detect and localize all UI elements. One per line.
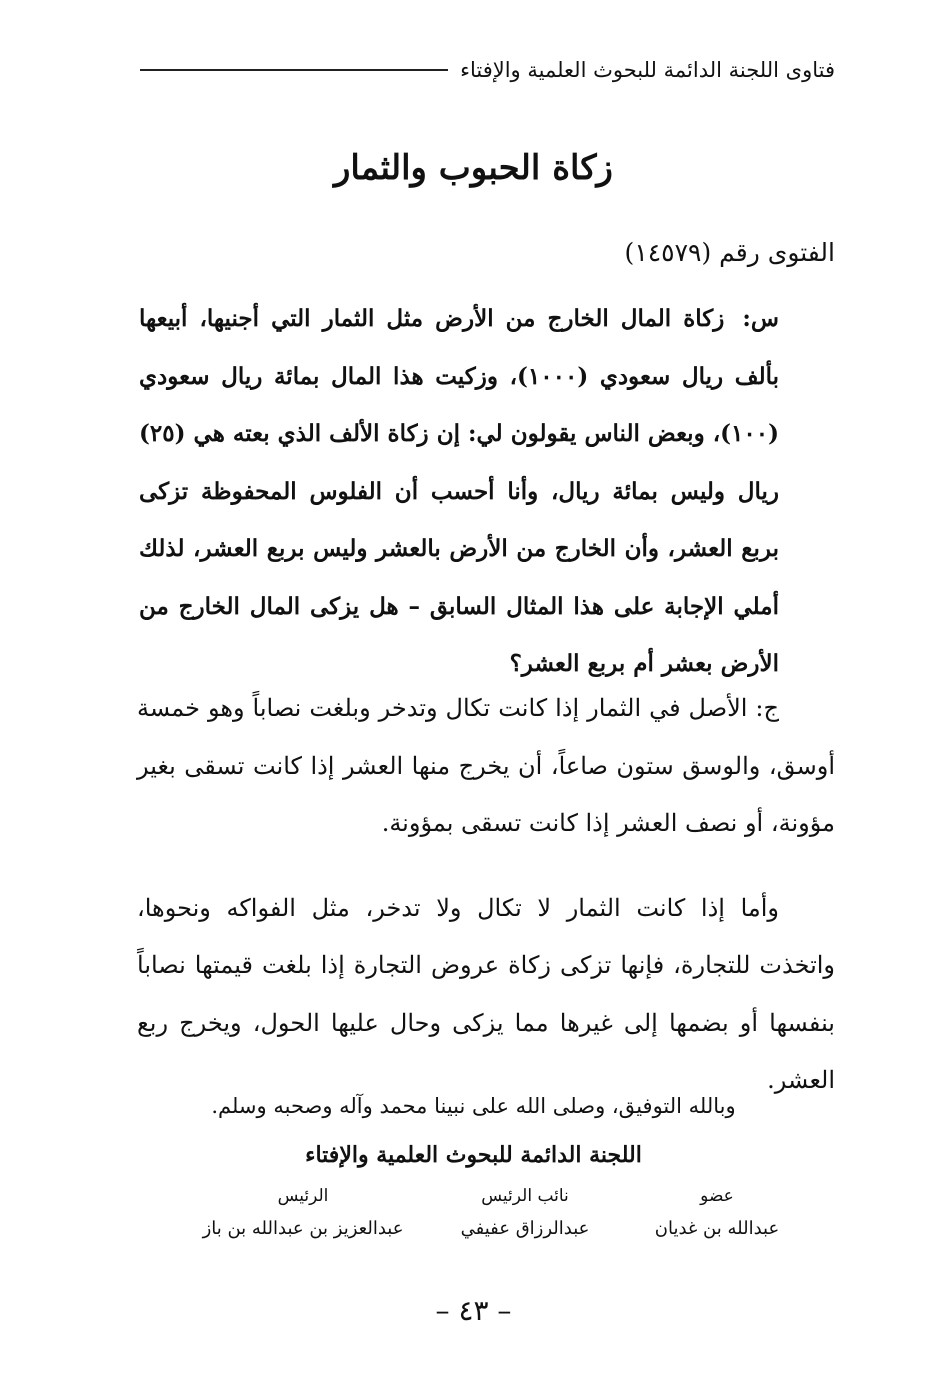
signatory-member: [647, 1186, 787, 1239]
closing-line: وبالله التوفيق، وصلى الله على نبينا محمد وآله وصحبه وسلم.: [211, 1094, 736, 1118]
signatory-role: الرئيس: [277, 1186, 329, 1206]
signatory-chairman: [198, 1186, 408, 1239]
running-header: [140, 58, 835, 82]
question-prefix: س:: [742, 305, 779, 332]
question-block: [139, 290, 779, 693]
answer-paragraph-1: ج: الأصل في الثمار إذا كانت تكال وتدخر وبلغت نصاباً وهو خمسة أوسق، والوسق ستون صاعاً، أن يخرج منها العشر إذا كانت تسقى بغير مؤونة، أو نصف العشر إذا كانت تسقى بمؤونة.: [137, 694, 836, 837]
answer-block: [137, 680, 835, 1110]
signatory-name: عبدالعزيز بن عبدالله بن باز: [202, 1218, 404, 1239]
question-text: زكاة المال الخارج من الأرض مثل الثمار التي أجنيها، أبيعها بألف ريال سعودي (١٠٠٠)، وزكيت هذا المال بمائة ريال سعودي (١٠٠)، وبعض الناس يقولون لي: إن زكاة الألف الذي بعته هي (٢٥) ريال وليس بمائة ريال، وأنا أحسب أن الفلوس المحفوظة تزكى بربع العشر، وأن الخارج من الأرض بالعشر وليس بربع العشر، لذلك أملي الإجابة على هذا المثال السابق – هل يزكى المال الخارج من الأرض بعشر أم بربع العشر؟: [139, 305, 780, 677]
running-header-title: فتاوى اللجنة الدائمة للبحوث العلمية والإفتاء: [460, 58, 835, 82]
signatory-name: عبدالله بن غديان: [654, 1218, 780, 1239]
signatories: [0, 1186, 947, 1266]
signatory-role: عضو: [700, 1186, 734, 1206]
signatory-vice-chairman: [430, 1186, 620, 1239]
committee-name: اللجنة الدائمة للبحوث العلمية والإفتاء: [305, 1142, 642, 1168]
section-title: زكاة الحبوب والثمار: [334, 148, 613, 188]
signatory-role: نائب الرئيس: [481, 1186, 569, 1206]
header-rule: [140, 69, 448, 71]
signatory-name: عبدالرزاق عفيفي: [460, 1218, 590, 1239]
fatwa-number: الفتوى رقم (١٤٥٧٩): [624, 238, 835, 267]
answer-paragraph-2: وأما إذا كانت الثمار لا تكال ولا تدخر، مثل الفواكه ونحوها، واتخذت للتجارة، فإنها تزكى زكاة عروض التجارة إذا بلغت قيمتها نصاباً بنفسها أو بضمها إلى غيرها مما يزكى وحال عليها الحول، ويخرج ربع العشر.: [137, 893, 835, 1094]
page-number: – ٤٣ –: [435, 1294, 512, 1327]
